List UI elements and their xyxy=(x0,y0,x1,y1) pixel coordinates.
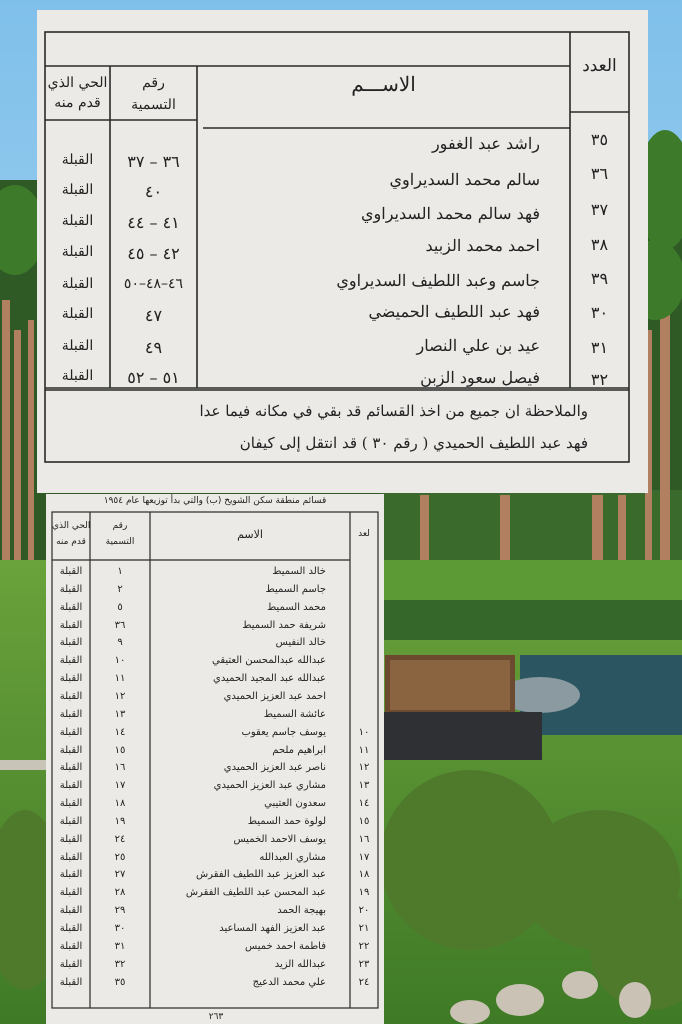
top-lot-8: ٥١ – ٥٢ xyxy=(127,368,180,387)
bottom-lot-14: ١٨ xyxy=(114,798,126,810)
bottom-count-18: ١٨ xyxy=(358,869,370,881)
bottom-name-13: مشاري عبد العزيز الحميدي xyxy=(213,780,326,792)
bottom-name-16: يوسف الاحمد الخميس xyxy=(233,833,326,845)
bottom-lot-3: ٥ xyxy=(117,601,123,613)
top-area-4: القبلة xyxy=(61,244,94,260)
header-lot-line2: التسمية xyxy=(131,97,176,113)
bottom-name-8: احمد عبد العزيز الحميدي xyxy=(223,690,326,702)
top-lot-6: ٤٧ xyxy=(144,306,163,325)
bottom-area-20: القبلة xyxy=(59,905,83,917)
top-name-5: جاسم وعبد اللطيف السديراوي xyxy=(336,271,540,290)
bottom-area-17: القبلة xyxy=(59,851,83,863)
bottom-area-24: القبلة xyxy=(59,976,83,988)
bottom-count-23: ٢٣ xyxy=(358,958,370,970)
bottom-lot-15: ١٩ xyxy=(114,815,126,827)
bottom-lot-9: ١٣ xyxy=(114,708,126,720)
top-name-4: احمد محمد الزبيد xyxy=(425,236,540,255)
bottom-name-15: لولوة حمد السميط xyxy=(247,815,326,827)
bottom-name-10: يوسف جاسم يعقوب xyxy=(241,726,326,738)
note-line-2: فهد عبد اللطيف الحميدي ( رقم ٣٠ ) قد انتقل إلى كيفان xyxy=(239,434,588,452)
bottom-area-2: القبلة xyxy=(59,583,83,595)
bottom-lot-16: ٢٤ xyxy=(114,833,126,845)
bottom-count-19: ١٩ xyxy=(358,887,370,899)
top-lot-4: ٤٢ – ٤٥ xyxy=(127,244,180,263)
header-count: العدد xyxy=(582,56,617,76)
top-area-7: القبلة xyxy=(61,338,94,354)
bottom-page-number: ٢٦٣ xyxy=(208,1012,224,1022)
bottom-name-5: خالد النفيس xyxy=(275,637,326,649)
bottom-name-24: علي محمد الدعيج xyxy=(252,976,326,988)
bottom-lot-12: ١٦ xyxy=(114,762,126,774)
top-count-4: ٣٨ xyxy=(590,235,609,254)
bottom-header-count: لعد xyxy=(358,529,370,539)
top-lot-2: ٤٠ xyxy=(144,182,163,201)
bottom-count-21: ٢١ xyxy=(358,923,370,934)
bottom-area-18: القبلة xyxy=(59,869,83,881)
bottom-name-2: جاسم السميط xyxy=(265,583,326,595)
bottom-header-lot-line2: التسمية xyxy=(105,537,135,547)
bottom-count-22: ٢٢ xyxy=(358,940,370,952)
top-lot-1: ٣٦ – ٣٧ xyxy=(127,152,180,171)
top-lot-3: ٤١ – ٤٤ xyxy=(127,213,180,232)
top-name-8: فيصل سعود الزبن xyxy=(420,368,540,387)
bottom-lot-6: ١٠ xyxy=(114,655,126,667)
top-area-8: القبلة xyxy=(61,368,94,384)
bottom-count-14: ١٤ xyxy=(358,798,370,810)
top-count-6: ٣٠ xyxy=(590,303,609,322)
header-lot-line1: رقم xyxy=(142,75,165,91)
bottom-name-7: عبدالله عبد المجيد الحميدي xyxy=(213,673,326,685)
top-name-1: راشد عبد الغفور xyxy=(431,134,540,153)
bottom-name-11: ابراهيم ملحم xyxy=(272,744,326,756)
bottom-lot-2: ٢ xyxy=(117,583,123,595)
bottom-lot-8: ١٢ xyxy=(114,690,126,702)
bottom-count-15: ١٥ xyxy=(358,815,370,827)
bottom-lot-4: ٣٦ xyxy=(114,619,126,631)
header-area-line2: قدم منه xyxy=(54,95,101,111)
top-area-3: القبلة xyxy=(61,213,94,229)
bottom-area-5: القبلة xyxy=(59,637,83,649)
top-name-6: فهد عبد اللطيف الحميضي xyxy=(368,302,540,321)
bottom-area-16: القبلة xyxy=(59,833,83,845)
bottom-lot-21: ٣٠ xyxy=(114,923,126,934)
bottom-lot-18: ٢٧ xyxy=(114,869,126,881)
top-name-3: فهد سالم محمد السديراوي xyxy=(361,204,540,223)
top-name-7: عيد بن علي النصار xyxy=(416,336,540,355)
bottom-area-7: القبلة xyxy=(59,673,83,685)
bottom-header-area-line2: قدم منه xyxy=(56,537,86,547)
bottom-count-17: ١٧ xyxy=(358,851,370,863)
top-area-6: القبلة xyxy=(61,306,94,322)
bottom-header-lot-line1: رقم xyxy=(112,521,128,531)
bottom-area-22: القبلة xyxy=(59,940,83,952)
header-name: الاســـم xyxy=(351,72,416,96)
bottom-lot-23: ٣٢ xyxy=(114,958,126,970)
top-area-5: القبلة xyxy=(61,276,94,292)
bottom-count-12: ١٢ xyxy=(358,762,370,774)
bottom-area-14: القبلة xyxy=(59,798,83,810)
bottom-name-23: عبدالله الزيد xyxy=(274,958,326,970)
bottom-count-20: ٢٠ xyxy=(358,905,370,917)
bottom-area-23: القبلة xyxy=(59,958,83,970)
bottom-name-19: عبد المحسن عبد اللطيف الفقرش xyxy=(185,887,326,899)
bottom-area-1: القبلة xyxy=(59,566,83,577)
bottom-name-3: محمد السميط xyxy=(266,601,326,613)
bottom-area-8: القبلة xyxy=(59,690,83,702)
bottom-area-4: القبلة xyxy=(59,619,83,631)
bottom-name-12: ناصر عبد العزيز الحميدي xyxy=(223,762,326,774)
top-count-3: ٣٧ xyxy=(590,200,609,219)
bottom-area-13: القبلة xyxy=(59,780,83,792)
bottom-area-3: القبلة xyxy=(59,601,83,613)
bottom-name-14: سعدون العتيبي xyxy=(264,798,326,810)
bottom-area-10: القبلة xyxy=(59,726,83,738)
bottom-lot-5: ٩ xyxy=(117,637,123,649)
bottom-header-area-line1: الحي الذي xyxy=(52,521,91,531)
bottom-lot-13: ١٧ xyxy=(114,780,126,792)
bottom-name-18: عبد العزيز عبد اللطيف الفقرش xyxy=(195,869,326,881)
bottom-count-13: ١٣ xyxy=(358,780,370,792)
bottom-lot-17: ٢٥ xyxy=(114,851,126,863)
bottom-lot-19: ٢٨ xyxy=(114,887,126,899)
bottom-area-11: القبلة xyxy=(59,744,83,756)
bottom-count-16: ١٦ xyxy=(358,833,370,845)
bottom-name-9: عائشة السميط xyxy=(263,708,326,720)
bottom-name-1: خالد السميط xyxy=(272,566,326,577)
top-name-2: سالم محمد السديراوي xyxy=(389,170,540,189)
bottom-area-19: القبلة xyxy=(59,887,83,899)
top-count-2: ٣٦ xyxy=(590,164,609,183)
bottom-lot-20: ٢٩ xyxy=(114,905,126,917)
top-area-2: القبلة xyxy=(61,182,94,198)
bottom-name-22: فاطمة احمد خميس xyxy=(244,940,326,952)
bottom-area-9: القبلة xyxy=(59,708,83,720)
top-count-1: ٣٥ xyxy=(590,130,609,149)
bottom-area-21: القبلة xyxy=(59,923,83,934)
bottom-name-4: شريفة حمد السميط xyxy=(242,619,326,631)
top-count-8: ٣٢ xyxy=(590,370,609,389)
top-document-scan xyxy=(37,10,648,493)
top-count-5: ٣٩ xyxy=(590,269,609,288)
bottom-title: قسائم منطقة سكن الشويخ (ب) والتي بدأ توزيعها عام ١٩٥٤ xyxy=(103,496,327,506)
bottom-name-17: مشاري العبدالله xyxy=(259,851,326,863)
bottom-area-6: القبلة xyxy=(59,655,83,667)
top-count-7: ٣١ xyxy=(590,338,609,357)
bottom-lot-7: ١١ xyxy=(114,673,126,685)
bottom-lot-22: ٣١ xyxy=(114,940,126,952)
bottom-lot-10: ١٤ xyxy=(114,726,126,738)
bottom-count-11: ١١ xyxy=(358,744,370,756)
bottom-lot-1: ١ xyxy=(117,566,123,577)
bottom-area-12: القبلة xyxy=(59,762,83,774)
bottom-name-6: عبدالله عبدالمحسن العتيقي xyxy=(212,655,326,667)
bottom-lot-11: ١٥ xyxy=(114,744,126,756)
header-area-line1: الحي الذي xyxy=(47,75,108,91)
note-line-1: والملاحظة ان جميع من اخذ القسائم قد بقي في مكانه فيما عدا xyxy=(199,402,588,420)
bottom-count-10: ١٠ xyxy=(358,726,370,738)
bottom-lot-24: ٣٥ xyxy=(114,976,126,988)
bottom-header-name: الاسم xyxy=(237,528,263,541)
top-area-1: القبلة xyxy=(61,152,94,168)
bottom-count-24: ٢٤ xyxy=(358,976,370,988)
bottom-name-21: عبد العزيز الفهد المساعيد xyxy=(219,923,326,934)
top-lot-7: ٤٩ xyxy=(144,338,163,357)
bottom-area-15: القبلة xyxy=(59,815,83,827)
top-lot-5: ٤٦–٤٨–٥٠ xyxy=(123,276,184,292)
bottom-name-20: بهيجة الحمد xyxy=(277,905,326,917)
bottom-document-scan xyxy=(46,494,384,1024)
